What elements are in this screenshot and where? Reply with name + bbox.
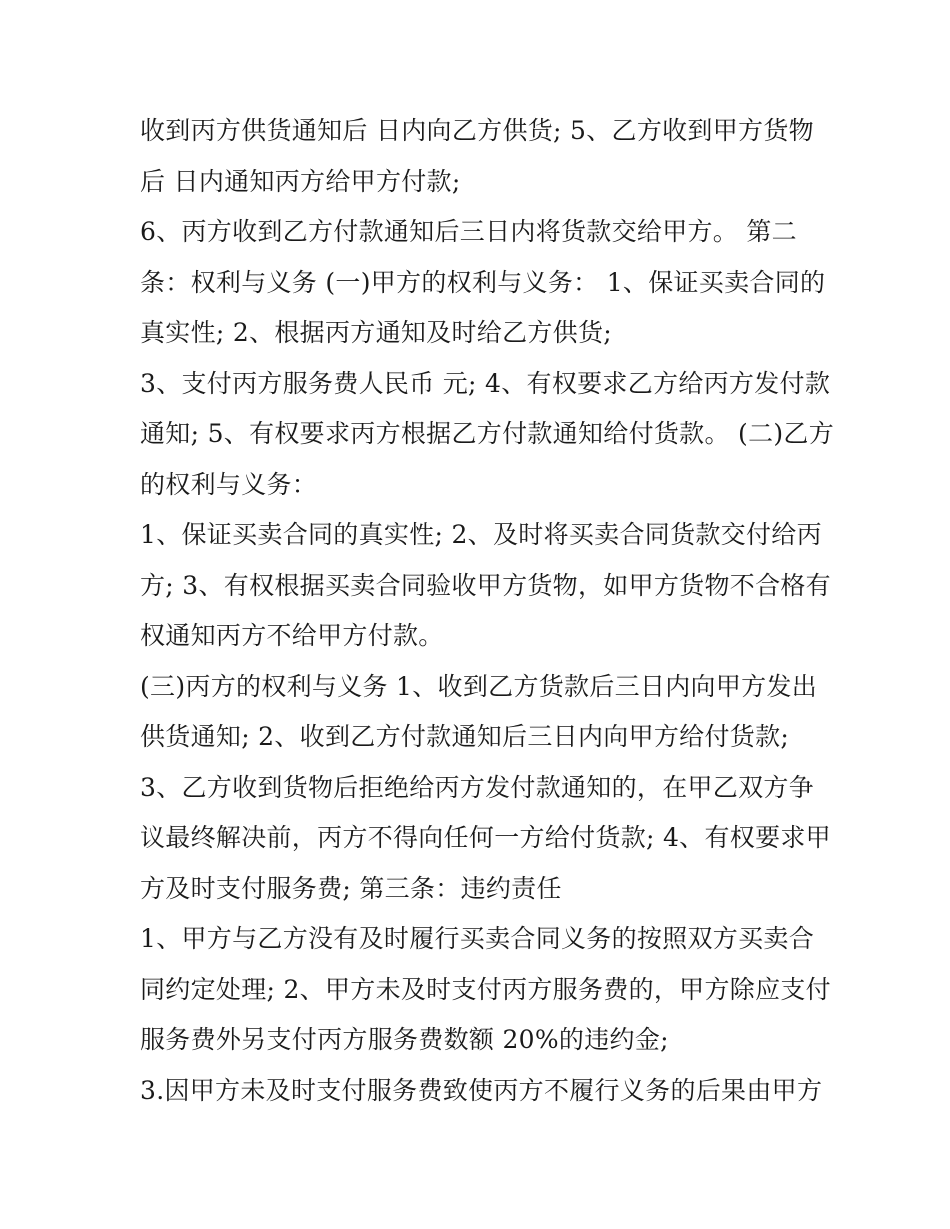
text-line: 服务费外另支付丙方服务费数额 20%的违约金; (140, 1025, 669, 1054)
text-line: 真实性; 2、根据丙方通知及时给乙方供货; (140, 318, 612, 347)
text-line: 的权利与义务： (140, 469, 318, 499)
text-line: 同约定处理; 2、甲方未及时支付丙方服务费的，甲方除应支付 (140, 974, 831, 1004)
text-line: 条：权利与义务 (一)甲方的权利与义务： 1、保证买卖合同的 (140, 267, 826, 297)
text-line: (三)丙方的权利与义务 1、收到乙方货款后三日内向甲方发出 (140, 671, 818, 701)
text-line: 议最终解决前，丙方不得向任何一方给付货款; 4、有权要求甲 (140, 823, 831, 852)
text-line: 供货通知; 2、收到乙方付款通知后三日内向甲方给付货款; (140, 722, 790, 751)
text-line: 后 日内通知丙方给甲方付款; (140, 166, 461, 196)
text-line: 3、乙方收到货物后拒绝给丙方发付款通知的，在甲乙双方争 (140, 772, 815, 802)
text-line: 3.因甲方未及时支付服务费致使丙方不履行义务的后果由甲方 (140, 1075, 823, 1105)
document-body (140, 106, 835, 1116)
text-line: 方及时支付服务费; 第三条：违约责任 (140, 873, 562, 903)
text-line: 收到丙方供货通知后 日内向乙方供货; 5、乙方收到甲方货物 (140, 116, 814, 145)
text-line: 1、保证买卖合同的真实性; 2、及时将买卖合同货款交付给丙 (140, 520, 822, 549)
text-line: 通知; 5、有权要求丙方根据乙方付款通知给付货款。 (二)乙方 (140, 419, 835, 448)
text-line: 方; 3、有权根据买卖合同验收甲方货物，如甲方货物不合格有 (140, 570, 831, 600)
text-line: 1、甲方与乙方没有及时履行买卖合同义务的按照双方买卖合 (140, 924, 815, 953)
text-line: 6、丙方收到乙方付款通知后三日内将货款交给甲方。 第二 (140, 217, 797, 246)
text-line: 3、支付丙方服务费人民币 元; 4、有权要求乙方给丙方发付款 (140, 368, 831, 398)
text-line: 权通知丙方不给甲方付款。 (140, 621, 444, 650)
